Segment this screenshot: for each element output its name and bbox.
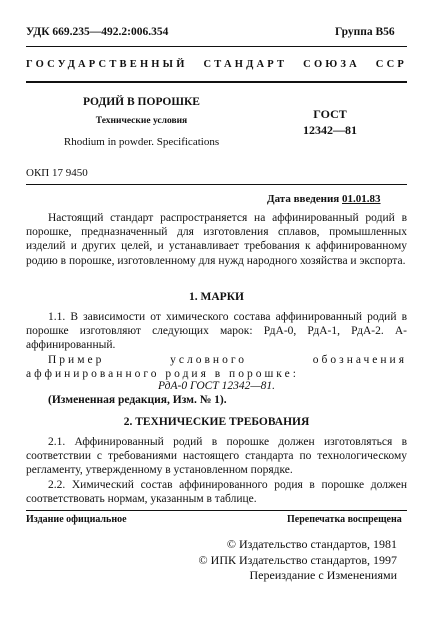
designation-example: РдА-0 ГОСТ 12342—81. xyxy=(158,380,275,392)
section-1-heading: 1. МАРКИ xyxy=(189,291,244,303)
copyright-1997: © ИПК Издательство стандартов, 1997 xyxy=(198,553,397,567)
introduction-date xyxy=(267,193,381,205)
state-standard-title: ГОСУДАРСТВЕННЫЙ СТАНДАРТ СОЮЗА ССР xyxy=(26,59,407,70)
section-2-paragraph-1: 2.1. Аффинированный родий в порошке должен изготовляться в соответствии с требованиями настоящего стандарта по технологическому регламенту, утвержденному в установленном порядке. xyxy=(26,436,407,477)
reissue-note: Переиздание с Изменениями xyxy=(249,568,397,582)
section-1-paragraph: 1.1. В зависимости от химического состава аффинированный родий в порошке изготовляют следующих марок: РдА-0, РдА-1, РдА-2. А-аффинированный. xyxy=(26,311,407,352)
intro-paragraph: Настоящий стандарт распространяется на аффинированный родий в порошке, предназначенный для изготовления сплавов, промышленных изделий и других целей, и устанавливает требования к аффинированному родию в порошке, изготовленному для нужд народного хозяйства и экспорта. xyxy=(26,212,407,267)
introduction-date-label: Дата введения xyxy=(267,193,340,205)
revision-note: (Измененная редакция, Изм. № 1). xyxy=(48,394,227,406)
udc-code: УДК 669.235—492.2:006.354 xyxy=(26,26,169,38)
reprint-prohibited: Перепечатка воспрещена xyxy=(287,514,402,525)
document-title: РОДИЙ В ПОРОШКЕ xyxy=(83,96,200,108)
section-2-heading: 2. ТЕХНИЧЕСКИЕ ТРЕБОВАНИЯ xyxy=(123,416,310,428)
designation-example-text: Пример условного обозначения аффинированного родия в порошке: xyxy=(26,354,407,381)
copyright-1981: © Издательство стандартов, 1981 xyxy=(226,537,397,551)
header-double-rule xyxy=(26,81,407,83)
introduction-date-value: 01.01.83 xyxy=(342,193,381,205)
okp-rule xyxy=(26,184,407,185)
gost-number: 12342—81 xyxy=(303,123,357,137)
header-rule xyxy=(26,46,407,47)
english-title: Rhodium in powder. Specifications xyxy=(63,136,220,148)
gost-label: ГОСТ xyxy=(313,107,347,121)
document-subtitle: Технические условия xyxy=(95,116,188,126)
okp-code: ОКП 17 9450 xyxy=(26,167,88,179)
group-code: Группа В56 xyxy=(335,26,395,38)
official-edition: Издание официальное xyxy=(26,514,127,525)
footer-rule xyxy=(26,510,407,511)
designation-example-label xyxy=(26,353,407,381)
section-2-paragraph-2: 2.2. Химический состав аффинированного родия в порошке должен соответствовать нормам, указанным в таблице. xyxy=(26,479,407,506)
